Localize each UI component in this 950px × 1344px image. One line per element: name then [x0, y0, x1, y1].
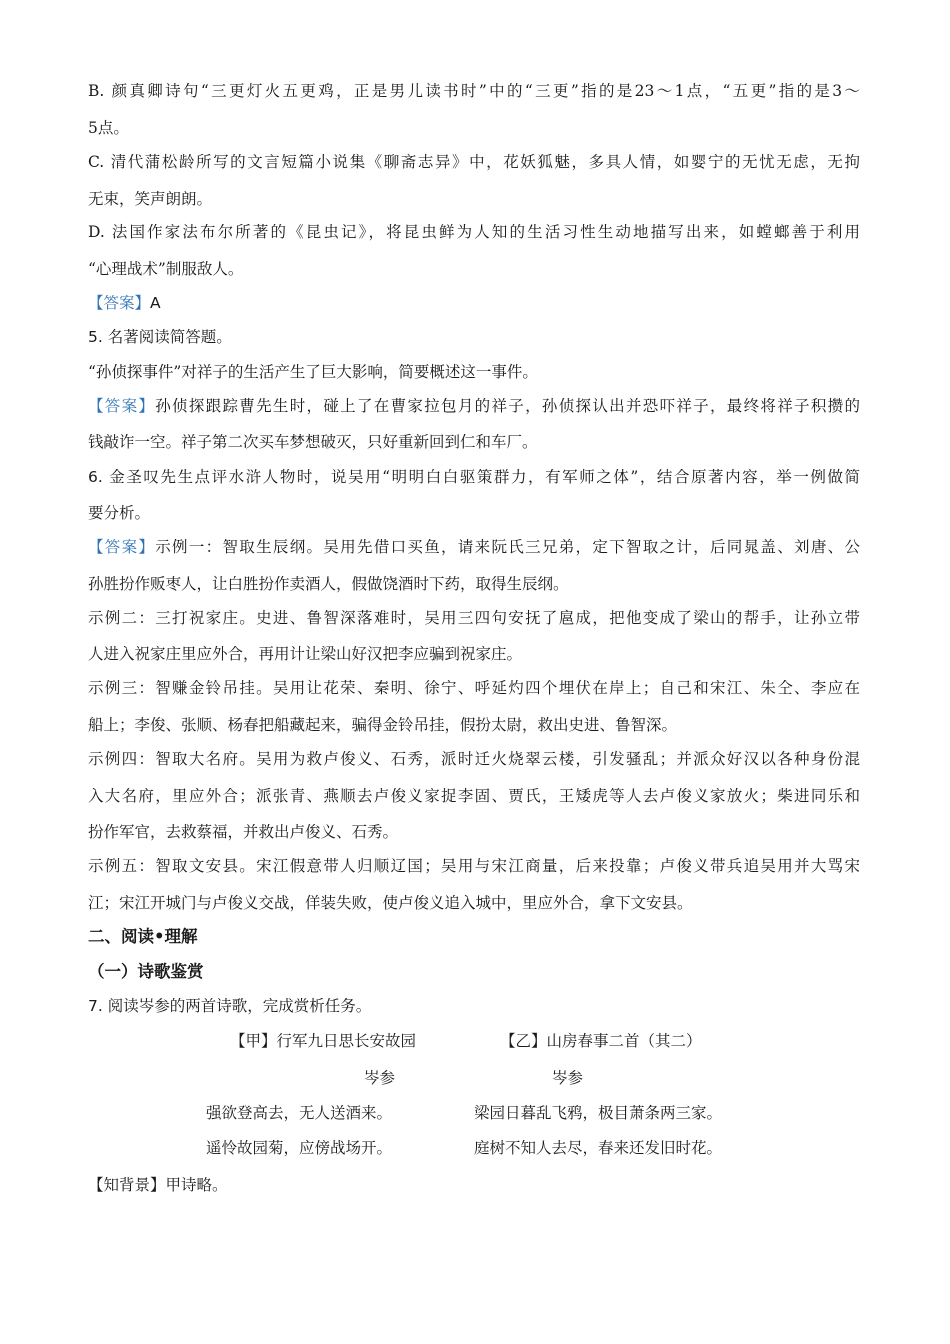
question-6-number: 6. [88, 468, 103, 486]
poem-b-line1: 梁园日暮乱飞鸦，极目萧条两三家。 [474, 1104, 723, 1122]
background-note: 【知背景】甲诗略。 [88, 1176, 228, 1194]
answer-6-line3: 示例二：三打祝家庄。史进、鲁智深落难时，吴用三四句安抚了扈成，把他变成了梁山的帮手，让孙立带 [88, 609, 860, 627]
option-d-line2: “心理战术”制服敌人。 [88, 260, 244, 278]
answer-5-text1: 孙侦探跟踪曹先生时，碰上了在曹家拉包月的祥子，孙侦探认出并恐吓祥子，最终将祥子积攒的 [155, 397, 860, 415]
poem-a-line2: 遥怜故园菊，应傍战场开。 [206, 1139, 393, 1157]
section-heading-reading: 二、阅读•理解 [88, 927, 198, 946]
question-5 [88, 327, 232, 347]
question-5-number: 5. [88, 328, 103, 346]
question-6-line2: 要分析。 [88, 504, 151, 522]
section-heading-poetry: （一）诗歌鉴赏 [88, 962, 204, 981]
answer-6-line11: 江；宋江开城门与卢俊义交战，佯装失败，使卢俊义追入城中，里应外合，拿下文安县。 [88, 894, 693, 912]
answer-6-line10: 示例五：智取文安县。宋江假意带人归顺辽国；吴用与宋江商量，后来投靠；卢俊义带兵追吴用并大骂宋 [88, 857, 860, 875]
answer-6-line9: 扮作军官，去救蔡福，并救出卢俊义、石秀。 [88, 823, 399, 841]
answer-6-line4: 人进入祝家庄里应外合，再用计让梁山好汉把李应骗到祝家庄。 [88, 645, 523, 663]
question-7-number: 7. [88, 997, 103, 1015]
answer-6-text1: 示例一：智取生辰纲。吴用先借口买鱼，请来阮氏三兄弟，定下智取之计，后同晁盖、刘唐、公 [155, 538, 860, 556]
answer-4-value: A [150, 294, 161, 312]
answer-label: 【答案】 [88, 294, 151, 312]
question-7-title: 阅读岑参的两首诗歌，完成赏析任务。 [107, 997, 372, 1015]
poem-a-title: 【甲】行军九日思长安故园 [230, 1032, 417, 1050]
answer-6-line2: 孙胜扮作贩枣人，让白胜扮作卖酒人，假做饶酒时下药，取得生辰纲。 [88, 575, 569, 593]
option-c-line2: 无束，笑声朗朗。 [88, 190, 213, 208]
option-c-line1: C. 清代蒲松龄所写的文言短篇小说集《聊斋志异》中，花妖狐魅，多具人情，如婴宁的无忧无虑，无拘 [88, 153, 860, 171]
poem-b-author: 岑参 [552, 1069, 584, 1087]
question-7 [88, 996, 371, 1016]
option-d-line1: D. 法国作家法布尔所著的《昆虫记》，将昆虫鲜为人知的生活习性生动地描写出来，如螳螂善于利用 [88, 223, 860, 241]
question-6-line1 [88, 467, 860, 487]
answer-5-line2: 钱敲诈一空。祥子第二次买车梦想破灭，只好重新回到仁和车厂。 [88, 433, 538, 451]
poem-b-title: 【乙】山房春事二首（其二） [500, 1032, 702, 1050]
poem-a-line1: 强欲登高去，无人送酒来。 [206, 1104, 393, 1122]
answer-label: 【答案】 [88, 397, 156, 415]
answer-5-line1 [88, 396, 860, 416]
answer-6-line6: 船上；李俊、张顺、杨春把船藏起来，骗得金铃吊挂，假扮太尉，救出史进、鲁智深。 [88, 716, 678, 734]
option-b-line1: B. 颜真卿诗句“三更灯火五更鸡，正是男儿读书时”中的“三更”指的是23～1点，“五更”指的是3～ [88, 82, 860, 100]
question-5-title: 名著阅读简答题。 [107, 328, 232, 346]
answer-6-line5: 示例三：智赚金铃吊挂。吴用让花荣、秦明、徐宁、呼延灼四个埋伏在岸上；自己和宋江、朱仝、李应在 [88, 679, 860, 697]
option-b-line2: 5点。 [88, 119, 129, 137]
answer-6-line1 [88, 537, 860, 557]
question-6-text1: 金圣叹先生点评水浒人物时，说吴用“明明白白驱策群力，有军师之体”，结合原著内容，举一例做简 [109, 468, 860, 486]
answer-label: 【答案】 [88, 538, 156, 556]
question-5-body: “孙侦探事件”对祥子的生活产生了巨大影响，简要概述这一事件。 [88, 363, 538, 381]
answer-6-line7: 示例四：智取大名府。吴用为救卢俊义、石秀，派时迁火烧翠云楼，引发骚乱；并派众好汉以各种身份混 [88, 750, 860, 768]
answer-6-line8: 入大名府，里应外合；派张青、燕顺去卢俊义家捉李固、贾氏，王矮虎等人去卢俊义家放火；柴进同乐和 [88, 787, 860, 805]
answer-4 [88, 293, 161, 313]
poem-a-author: 岑参 [364, 1069, 396, 1087]
poem-b-line2: 庭树不知人去尽，春来还发旧时花。 [474, 1139, 723, 1157]
